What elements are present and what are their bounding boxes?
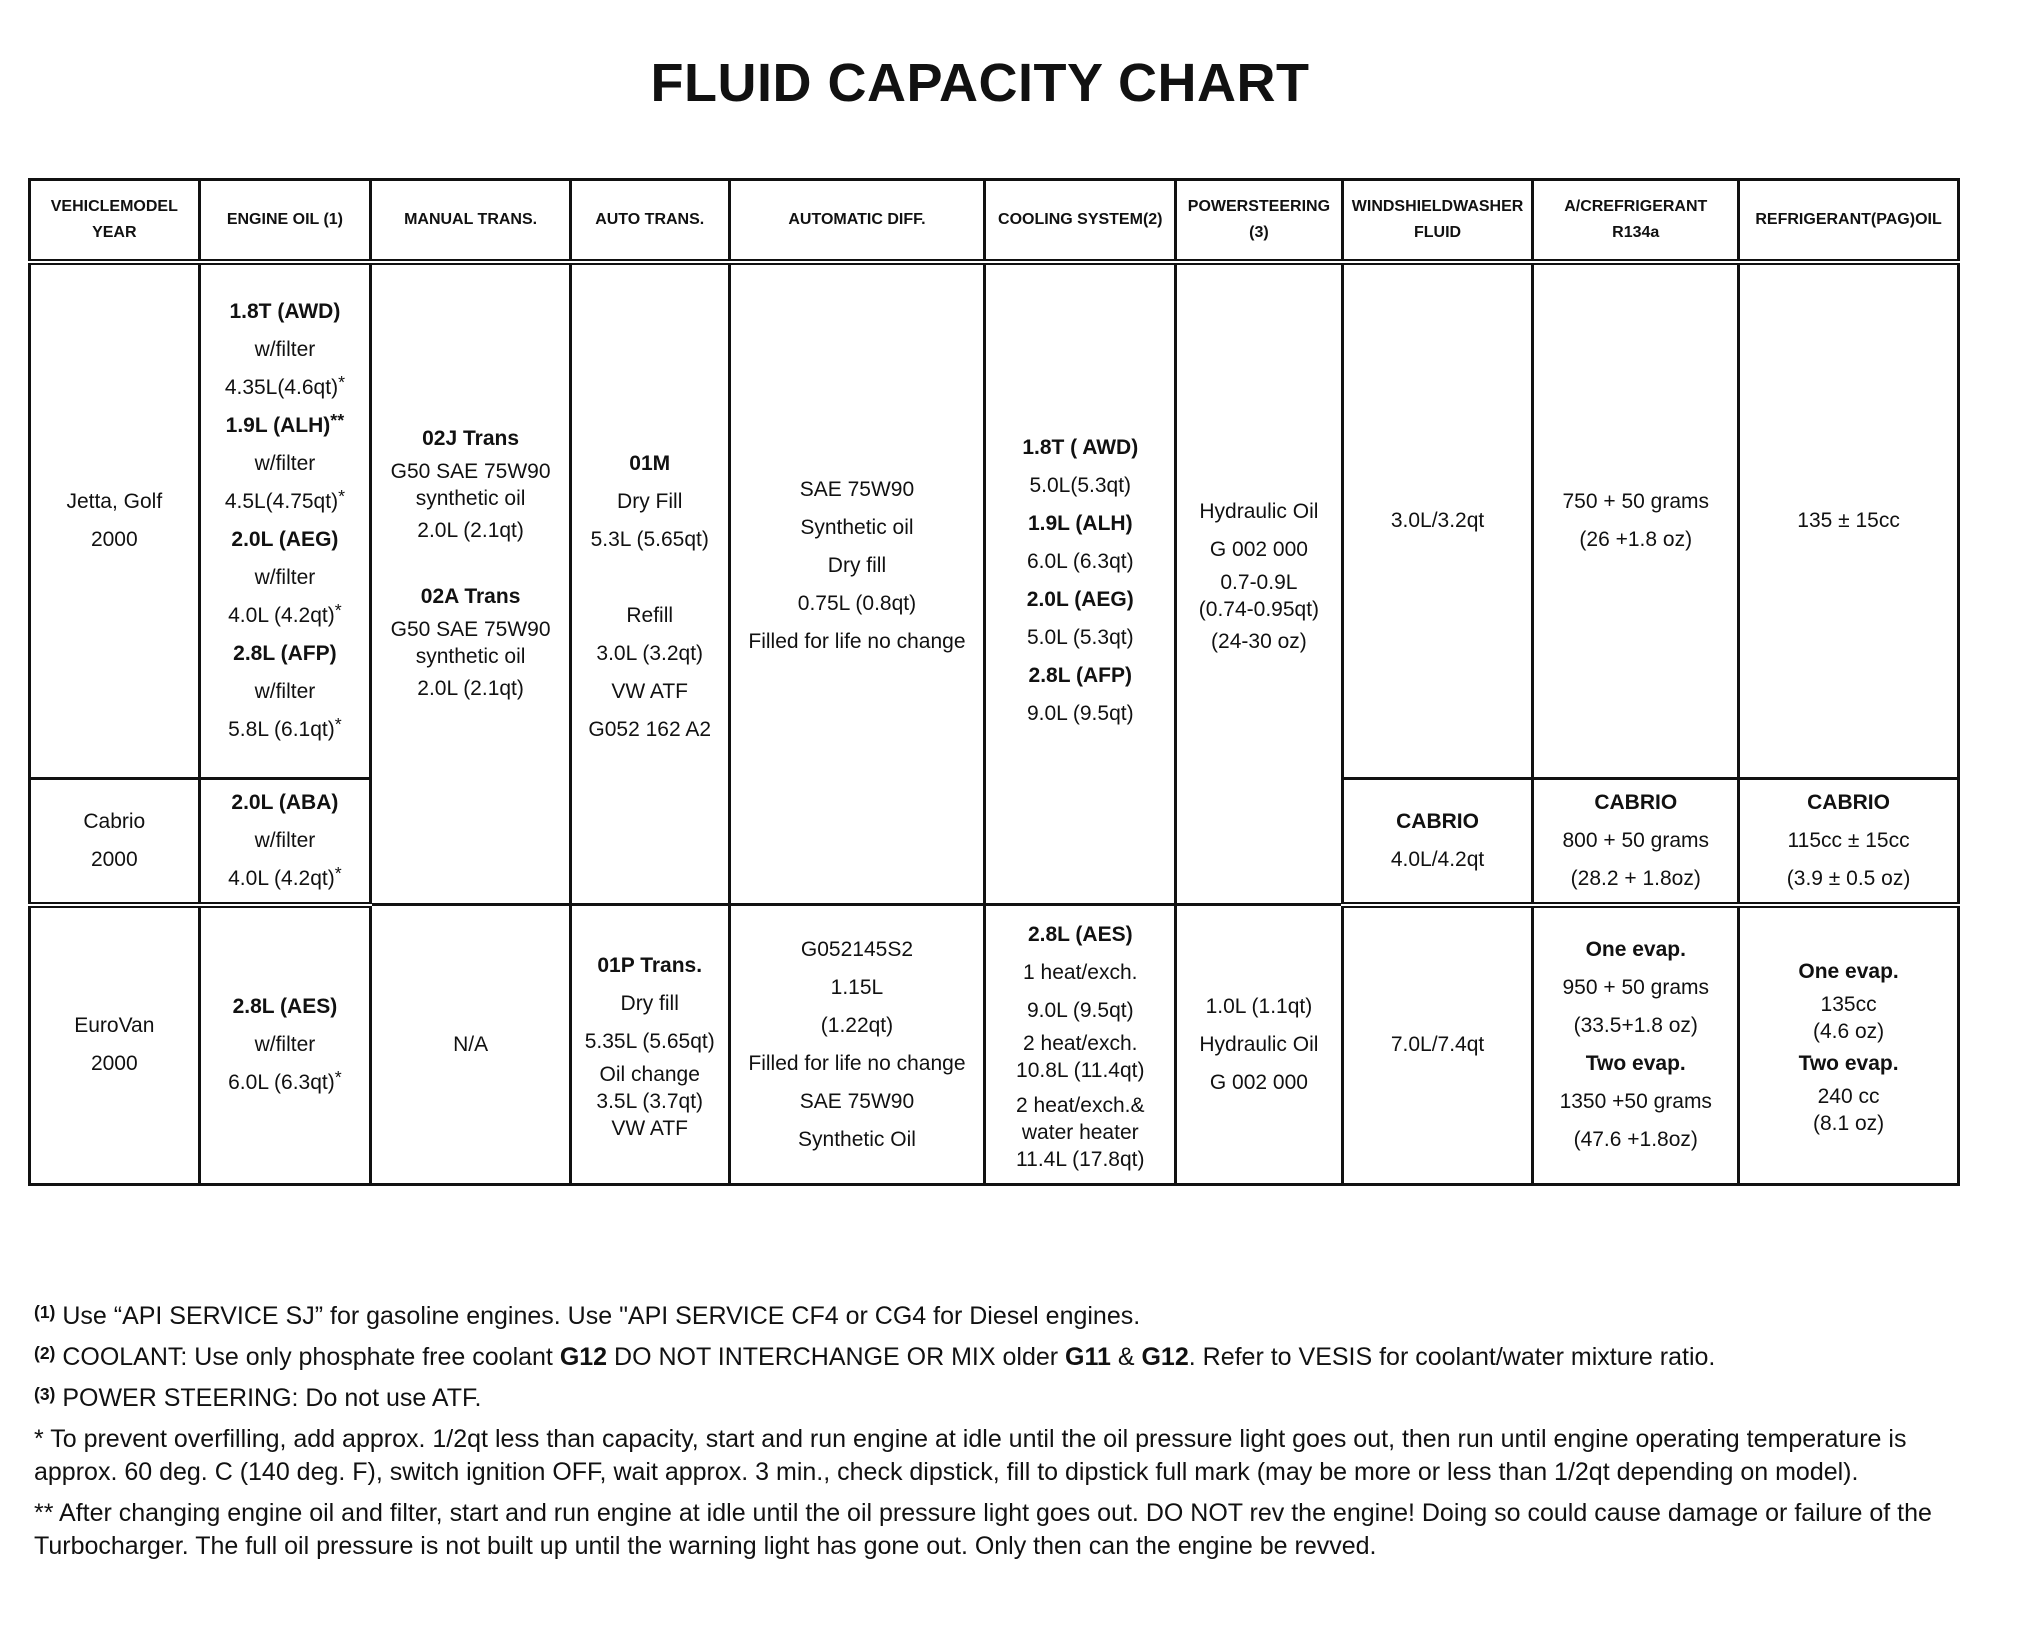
eurovan-row (30, 905, 1959, 1185)
page-title: FLUID CAPACITY CHART (650, 53, 1310, 113)
header-refrigerant-oil: REFRIGERANT(PAG)OIL (1739, 180, 1959, 263)
jetta-cabrio-power-steering: Hydraulic Oil G 002 000 0.7-0.9L (0.74-0.95qt) (24-30 oz) (1176, 262, 1343, 905)
jetta-vehicle: Jetta, Golf 2000 (30, 262, 200, 778)
eurovan-washer: 7.0L/7.4qt (1342, 905, 1533, 1185)
eurovan-refrigerant-oil: One evap. 135cc (4.6 oz) Two evap. 240 cc (8.1 oz) (1739, 905, 1959, 1185)
footnote-2: $^{(2)}$ COOLANT: Use only phosphate free coolant G12 DO NOT INTERCHANGE OR MIX older G11 & G12. Refer to VESIS for coolant/water mixture ratio. (34, 1342, 1716, 1371)
eurovan-engine-oil: 2.8L (AES) w/filter 6.0L (6.3qt)* (199, 905, 371, 1185)
header-cooling: COOLING SYSTEM(2) (985, 180, 1176, 263)
eurovan-auto-diff: G052145S2 1.15L (1.22qt) Filled for life no change SAE 75W90 Synthetic Oil (729, 905, 985, 1185)
cabrio-refrigerant-oil: CABRIO 115cc ± 15cc (3.9 ± 0.5 oz) (1739, 778, 1959, 905)
eurovan-vehicle: EuroVan 2000 (30, 905, 200, 1185)
header-vehicle: VEHICLEMODEL YEAR (30, 180, 200, 263)
cabrio-vehicle: Cabrio 2000 (30, 778, 200, 905)
header-row (30, 180, 1959, 263)
jetta-cabrio-auto-trans: 01M Dry Fill 5.3L (5.65qt) Refill 3.0L (3.2qt) VW ATF G052 162 A2 (570, 262, 729, 905)
jetta-refrigerant-oil: 135 ± 15cc (1739, 262, 1959, 778)
cabrio-washer: CABRIO 4.0L/4.2qt (1342, 778, 1533, 905)
header-washer: WINDSHIELDWASHER FLUID (1342, 180, 1533, 263)
jetta-washer: 3.0L/3.2qt (1342, 262, 1533, 778)
header-manual-trans: MANUAL TRANS. (371, 180, 571, 263)
footnote-star: * To prevent overfilling, add approx. 1/2qt less than capacity, start and run engine at idle until the oil pressure light goes out, then run until engine operating temperature is approx. 60 deg. C (140 deg. F), switch ignition OFF, wait approx. 3 min., check dipstick, fill to dipstick full mark (may be more or less than 1/2qt depending on model). (34, 1425, 1907, 1486)
footnote-1: $^{(1)}$ Use “API SERVICE SJ” for gasoline engines. Use "API SERVICE CF4 or CG4 for Diesel engines. (34, 1301, 1141, 1330)
jetta-cabrio-auto-diff: SAE 75W90 Synthetic oil Dry fill 0.75L (0.8qt) Filled for life no change (729, 262, 985, 905)
eurovan-manual-trans: N/A (371, 905, 571, 1185)
jetta-cabrio-cooling: 1.8T ( AWD) 5.0L(5.3qt) 1.9L (ALH) 6.0L (6.3qt) 2.0L (AEG) 5.0L (5.3qt) 2.8L (AFP) 9.0L (9.5qt) (985, 262, 1176, 905)
footnote-3: $^{(3)}$ POWER STEERING: Do not use ATF. (34, 1383, 482, 1412)
jetta-row (30, 262, 1959, 778)
fluid-capacity-table (28, 178, 1960, 1186)
eurovan-auto-trans: 01P Trans. Dry fill 5.35L (5.65qt) Oil change 3.5L (3.7qt) VW ATF (570, 905, 729, 1185)
cabrio-engine-oil: 2.0L (ABA) w/filter 4.0L (4.2qt)* (199, 778, 371, 905)
header-auto-trans: AUTO TRANS. (570, 180, 729, 263)
footnotes (34, 1300, 1954, 1571)
jetta-ac: 750 + 50 grams (26 +1.8 oz) (1533, 262, 1739, 778)
footnote-double-star: ** After changing engine oil and filter, start and run engine at idle until the oil pressure light goes out. DO NOT rev the engine! Doing so could cause damage or failure of the Turbocharger. The full oil pressure is not built up until the warning light has gone out. Only then can the engine be revved. (34, 1499, 1932, 1560)
eurovan-cooling: 2.8L (AES) 1 heat/exch. 9.0L (9.5qt) 2 heat/exch. 10.8L (11.4qt) 2 heat/exch.& water heater 11.4L (17.8qt) (985, 905, 1176, 1185)
jetta-engine-oil: 1.8T (AWD) w/filter 4.35L(4.6qt)* 1.9L (ALH)** w/filter 4.5L(4.75qt)* 2.0L (AEG) w/filter 4.0L (4.2qt)* 2.8L (AFP) w/filter 5.8L (6.1qt)* (199, 262, 371, 778)
cabrio-ac: CABRIO 800 + 50 grams (28.2 + 1.8oz) (1533, 778, 1739, 905)
header-engine-oil: ENGINE OIL (1) (199, 180, 371, 263)
header-ac: A/CREFRIGERANT R134a (1533, 180, 1739, 263)
jetta-cabrio-manual-trans: 02J Trans G50 SAE 75W90 synthetic oil 2.0L (2.1qt) 02A Trans G50 SAE 75W90 synthetic oil 2.0L (2.1qt) (371, 262, 571, 905)
eurovan-power-steering: 1.0L (1.1qt) Hydraulic Oil G 002 000 (1176, 905, 1343, 1185)
header-power-steering: POWERSTEERING (3) (1176, 180, 1343, 263)
eurovan-ac: One evap. 950 + 50 grams (33.5+1.8 oz) Two evap. 1350 +50 grams (47.6 +1.8oz) (1533, 905, 1739, 1185)
header-auto-diff: AUTOMATIC DIFF. (729, 180, 985, 263)
